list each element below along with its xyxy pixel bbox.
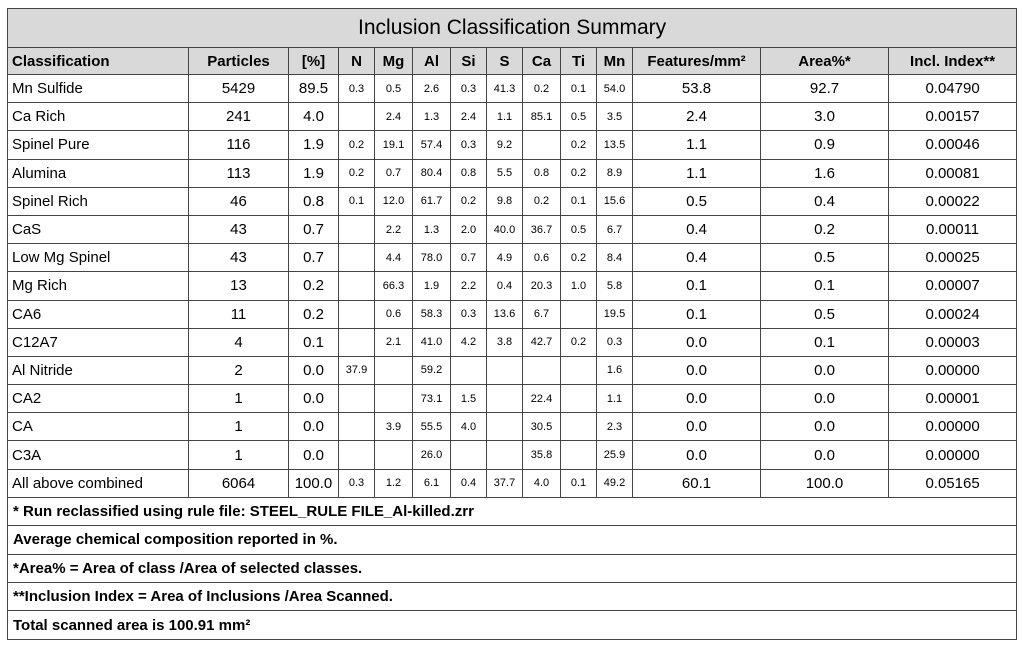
table-cell: 0.3 xyxy=(339,469,375,497)
table-cell xyxy=(487,413,523,441)
table-cell: 0.2 xyxy=(289,272,339,300)
table-cell: 3.5 xyxy=(597,103,633,131)
table-cell: 0.00003 xyxy=(889,328,1017,356)
table-cell: 0.0 xyxy=(633,413,761,441)
table-cell: 36.7 xyxy=(523,215,561,243)
table-cell: 2.2 xyxy=(451,272,487,300)
table-cell: 2.4 xyxy=(633,103,761,131)
table-cell: 40.0 xyxy=(487,215,523,243)
classification-cell: Ca Rich xyxy=(8,103,189,131)
classification-cell: Spinel Pure xyxy=(8,131,189,159)
table-cell: 0.0 xyxy=(633,385,761,413)
table-cell: 1.3 xyxy=(413,103,451,131)
table-cell: 89.5 xyxy=(289,75,339,103)
table-cell: 0.7 xyxy=(289,244,339,272)
classification-cell: Mn Sulfide xyxy=(8,75,189,103)
table-cell: 2.2 xyxy=(375,215,413,243)
table-cell: 0.00001 xyxy=(889,385,1017,413)
table-cell: 0.5 xyxy=(375,75,413,103)
table-cell: 0.8 xyxy=(523,159,561,187)
table-cell: 4.0 xyxy=(523,469,561,497)
table-cell: 4.0 xyxy=(289,103,339,131)
table-cell: 0.2 xyxy=(451,187,487,215)
table-cell: 4.9 xyxy=(487,244,523,272)
table-cell xyxy=(523,356,561,384)
table-cell: 0.00024 xyxy=(889,300,1017,328)
table-cell: 0.00000 xyxy=(889,413,1017,441)
table-row xyxy=(8,272,1017,300)
table-cell xyxy=(451,356,487,384)
table-cell: 85.1 xyxy=(523,103,561,131)
table-cell: 2.1 xyxy=(375,328,413,356)
classification-cell: CA2 xyxy=(8,385,189,413)
table-cell: 73.1 xyxy=(413,385,451,413)
table-cell: 0.2 xyxy=(289,300,339,328)
table-cell xyxy=(561,356,597,384)
table-cell: 0.3 xyxy=(451,300,487,328)
table-cell xyxy=(487,356,523,384)
table-cell: 61.7 xyxy=(413,187,451,215)
column-header: Particles xyxy=(189,48,289,75)
note-text: * Run reclassified using rule file: STEEL_RULE FILE_Al-killed.zrr xyxy=(8,497,1017,525)
table-cell: 20.3 xyxy=(523,272,561,300)
table-cell: 1.9 xyxy=(413,272,451,300)
table-cell: 41.0 xyxy=(413,328,451,356)
table-cell: 6.7 xyxy=(523,300,561,328)
inclusion-summary-panel xyxy=(7,8,1016,640)
table-cell: 0.6 xyxy=(375,300,413,328)
table-cell: 78.0 xyxy=(413,244,451,272)
table-cell: 4.0 xyxy=(451,413,487,441)
table-cell: 0.4 xyxy=(487,272,523,300)
table-cell: 22.4 xyxy=(523,385,561,413)
table-cell: 1 xyxy=(189,413,289,441)
table-cell: 0.0 xyxy=(761,356,889,384)
table-cell: 2.4 xyxy=(451,103,487,131)
table-cell: 54.0 xyxy=(597,75,633,103)
table-row xyxy=(8,328,1017,356)
table-cell: 0.0 xyxy=(761,413,889,441)
table-cell: 0.8 xyxy=(289,187,339,215)
column-header: Mn xyxy=(597,48,633,75)
table-cell: 0.1 xyxy=(761,328,889,356)
table-cell: 5429 xyxy=(189,75,289,103)
table-cell: 66.3 xyxy=(375,272,413,300)
table-cell: 0.00011 xyxy=(889,215,1017,243)
table-cell: 0.0 xyxy=(289,385,339,413)
table-cell: 0.1 xyxy=(339,187,375,215)
table-cell: 58.3 xyxy=(413,300,451,328)
table-cell: 0.0 xyxy=(633,441,761,469)
table-cell: 0.4 xyxy=(761,187,889,215)
table-cell xyxy=(339,413,375,441)
table-cell xyxy=(451,441,487,469)
table-cell: 0.2 xyxy=(561,131,597,159)
table-cell: 0.00025 xyxy=(889,244,1017,272)
table-cell: 0.2 xyxy=(561,159,597,187)
table-cell: 2.3 xyxy=(597,413,633,441)
table-cell xyxy=(339,272,375,300)
table-row xyxy=(8,131,1017,159)
table-cell xyxy=(561,385,597,413)
table-cell: 1.2 xyxy=(375,469,413,497)
column-header: Si xyxy=(451,48,487,75)
table-cell: 2 xyxy=(189,356,289,384)
table-cell: 6.1 xyxy=(413,469,451,497)
table-cell: 0.0 xyxy=(289,356,339,384)
table-cell: 6064 xyxy=(189,469,289,497)
table-row xyxy=(8,75,1017,103)
table-cell: 0.3 xyxy=(451,75,487,103)
table-cell: 80.4 xyxy=(413,159,451,187)
table-cell xyxy=(339,215,375,243)
notes-section xyxy=(8,497,1017,639)
table-cell xyxy=(487,441,523,469)
table-cell: 37.9 xyxy=(339,356,375,384)
table-cell: 0.0 xyxy=(761,385,889,413)
table-cell: 13.5 xyxy=(597,131,633,159)
table-cell: 0.00022 xyxy=(889,187,1017,215)
table-cell: 0.8 xyxy=(451,159,487,187)
table-cell: 19.1 xyxy=(375,131,413,159)
table-row xyxy=(8,385,1017,413)
table-cell: 0.1 xyxy=(561,75,597,103)
table-cell: 4 xyxy=(189,328,289,356)
table-cell: 100.0 xyxy=(761,469,889,497)
table-cell: 0.3 xyxy=(597,328,633,356)
table-cell: 0.00157 xyxy=(889,103,1017,131)
table-cell: 11 xyxy=(189,300,289,328)
column-header: Al xyxy=(413,48,451,75)
table-cell: 1.3 xyxy=(413,215,451,243)
header-row xyxy=(8,48,1017,75)
table-cell: 0.1 xyxy=(289,328,339,356)
table-cell: 0.0 xyxy=(633,328,761,356)
note-text: *Area% = Area of class /Area of selected classes. xyxy=(8,554,1017,582)
inclusion-classification-table xyxy=(7,8,1017,640)
table-cell: 1.5 xyxy=(451,385,487,413)
table-row xyxy=(8,244,1017,272)
table-cell: 116 xyxy=(189,131,289,159)
table-cell: 0.2 xyxy=(339,159,375,187)
classification-cell: CA6 xyxy=(8,300,189,328)
table-cell: 26.0 xyxy=(413,441,451,469)
table-cell: 13 xyxy=(189,272,289,300)
table-cell: 0.2 xyxy=(561,328,597,356)
classification-cell: Spinel Rich xyxy=(8,187,189,215)
table-cell: 5.5 xyxy=(487,159,523,187)
table-cell: 0.2 xyxy=(523,187,561,215)
table-cell: 1.6 xyxy=(597,356,633,384)
table-cell: 2.0 xyxy=(451,215,487,243)
table-cell: 0.0 xyxy=(633,356,761,384)
table-cell xyxy=(339,103,375,131)
table-cell: 6.7 xyxy=(597,215,633,243)
column-header: Features/mm² xyxy=(633,48,761,75)
table-cell: 0.3 xyxy=(339,75,375,103)
table-cell xyxy=(339,244,375,272)
table-cell: 0.4 xyxy=(633,244,761,272)
table-body xyxy=(8,75,1017,498)
table-cell: 0.00046 xyxy=(889,131,1017,159)
table-cell: 0.0 xyxy=(761,441,889,469)
table-cell: 0.0 xyxy=(289,441,339,469)
table-row xyxy=(8,300,1017,328)
table-cell: 1.1 xyxy=(633,131,761,159)
table-cell: 43 xyxy=(189,215,289,243)
column-header: S xyxy=(487,48,523,75)
table-cell: 3.9 xyxy=(375,413,413,441)
table-row xyxy=(8,441,1017,469)
table-cell: 2.6 xyxy=(413,75,451,103)
table-cell: 4.4 xyxy=(375,244,413,272)
note-text: Total scanned area is 100.91 mm² xyxy=(8,611,1017,639)
table-cell: 12.0 xyxy=(375,187,413,215)
table-cell: 0.5 xyxy=(633,187,761,215)
table-cell: 9.2 xyxy=(487,131,523,159)
classification-cell: Mg Rich xyxy=(8,272,189,300)
table-cell: 0.5 xyxy=(761,244,889,272)
table-cell: 0.0 xyxy=(289,413,339,441)
table-cell: 3.0 xyxy=(761,103,889,131)
table-cell xyxy=(561,300,597,328)
column-header: [%] xyxy=(289,48,339,75)
table-row xyxy=(8,187,1017,215)
table-cell: 35.8 xyxy=(523,441,561,469)
classification-cell: CaS xyxy=(8,215,189,243)
table-row xyxy=(8,413,1017,441)
table-cell xyxy=(487,385,523,413)
classification-cell: C12A7 xyxy=(8,328,189,356)
table-row xyxy=(8,159,1017,187)
note-text: **Inclusion Index = Area of Inclusions /Area Scanned. xyxy=(8,582,1017,610)
table-cell: 8.9 xyxy=(597,159,633,187)
table-cell: 1.9 xyxy=(289,131,339,159)
classification-cell: C3A xyxy=(8,441,189,469)
table-cell: 0.2 xyxy=(339,131,375,159)
table-cell: 49.2 xyxy=(597,469,633,497)
table-cell: 19.5 xyxy=(597,300,633,328)
classification-cell: Al Nitride xyxy=(8,356,189,384)
table-cell: 0.04790 xyxy=(889,75,1017,103)
table-cell: 0.2 xyxy=(561,244,597,272)
table-cell: 0.7 xyxy=(451,244,487,272)
table-cell: 0.7 xyxy=(289,215,339,243)
table-row xyxy=(8,103,1017,131)
table-row xyxy=(8,469,1017,497)
table-cell xyxy=(375,385,413,413)
classification-cell: CA xyxy=(8,413,189,441)
column-header: Mg xyxy=(375,48,413,75)
table-cell: 1.0 xyxy=(561,272,597,300)
table-cell: 0.00000 xyxy=(889,356,1017,384)
table-cell: 1 xyxy=(189,385,289,413)
table-cell: 43 xyxy=(189,244,289,272)
column-header: Area%* xyxy=(761,48,889,75)
table-cell: 0.1 xyxy=(561,187,597,215)
table-cell: 57.4 xyxy=(413,131,451,159)
classification-cell: Alumina xyxy=(8,159,189,187)
table-cell: 4.2 xyxy=(451,328,487,356)
table-cell: 0.4 xyxy=(633,215,761,243)
table-cell: 92.7 xyxy=(761,75,889,103)
column-header: N xyxy=(339,48,375,75)
table-cell: 55.5 xyxy=(413,413,451,441)
column-header: Classification xyxy=(8,48,189,75)
table-cell: 0.00000 xyxy=(889,441,1017,469)
table-cell: 9.8 xyxy=(487,187,523,215)
table-cell: 113 xyxy=(189,159,289,187)
table-cell: 0.05165 xyxy=(889,469,1017,497)
table-cell: 0.4 xyxy=(451,469,487,497)
table-cell xyxy=(339,328,375,356)
table-cell: 1.6 xyxy=(761,159,889,187)
table-cell: 5.8 xyxy=(597,272,633,300)
table-cell: 30.5 xyxy=(523,413,561,441)
table-row xyxy=(8,215,1017,243)
table-cell: 0.7 xyxy=(375,159,413,187)
table-cell: 0.1 xyxy=(633,272,761,300)
table-cell: 0.1 xyxy=(561,469,597,497)
table-cell: 53.8 xyxy=(633,75,761,103)
column-header: Ti xyxy=(561,48,597,75)
table-cell: 0.2 xyxy=(761,215,889,243)
table-cell: 2.4 xyxy=(375,103,413,131)
table-cell: 8.4 xyxy=(597,244,633,272)
table-cell: 241 xyxy=(189,103,289,131)
table-cell: 1.1 xyxy=(633,159,761,187)
classification-cell: All above combined xyxy=(8,469,189,497)
table-cell: 0.5 xyxy=(761,300,889,328)
table-cell: 1 xyxy=(189,441,289,469)
table-cell: 0.9 xyxy=(761,131,889,159)
table-cell: 0.6 xyxy=(523,244,561,272)
table-cell xyxy=(375,441,413,469)
table-cell xyxy=(561,441,597,469)
table-cell: 1.9 xyxy=(289,159,339,187)
table-cell xyxy=(561,413,597,441)
table-title: Inclusion Classification Summary xyxy=(8,9,1017,48)
table-cell: 42.7 xyxy=(523,328,561,356)
table-cell: 37.7 xyxy=(487,469,523,497)
table-cell: 0.1 xyxy=(633,300,761,328)
column-header: Ca xyxy=(523,48,561,75)
table-cell: 59.2 xyxy=(413,356,451,384)
note-text: Average chemical composition reported in %. xyxy=(8,526,1017,554)
table-cell: 0.3 xyxy=(451,131,487,159)
table-cell: 1.1 xyxy=(597,385,633,413)
table-cell: 0.5 xyxy=(561,215,597,243)
table-cell: 0.2 xyxy=(523,75,561,103)
table-cell xyxy=(339,385,375,413)
table-cell: 0.00007 xyxy=(889,272,1017,300)
table-cell: 46 xyxy=(189,187,289,215)
table-cell: 15.6 xyxy=(597,187,633,215)
table-cell: 25.9 xyxy=(597,441,633,469)
table-cell xyxy=(375,356,413,384)
table-cell: 41.3 xyxy=(487,75,523,103)
table-cell: 100.0 xyxy=(289,469,339,497)
table-cell: 13.6 xyxy=(487,300,523,328)
classification-cell: Low Mg Spinel xyxy=(8,244,189,272)
table-cell: 3.8 xyxy=(487,328,523,356)
table-cell: 60.1 xyxy=(633,469,761,497)
table-cell xyxy=(339,441,375,469)
table-cell xyxy=(339,300,375,328)
column-header: Incl. Index** xyxy=(889,48,1017,75)
table-cell xyxy=(523,131,561,159)
table-cell: 1.1 xyxy=(487,103,523,131)
table-cell: 0.00081 xyxy=(889,159,1017,187)
table-cell: 0.5 xyxy=(561,103,597,131)
table-cell: 0.1 xyxy=(761,272,889,300)
table-row xyxy=(8,356,1017,384)
